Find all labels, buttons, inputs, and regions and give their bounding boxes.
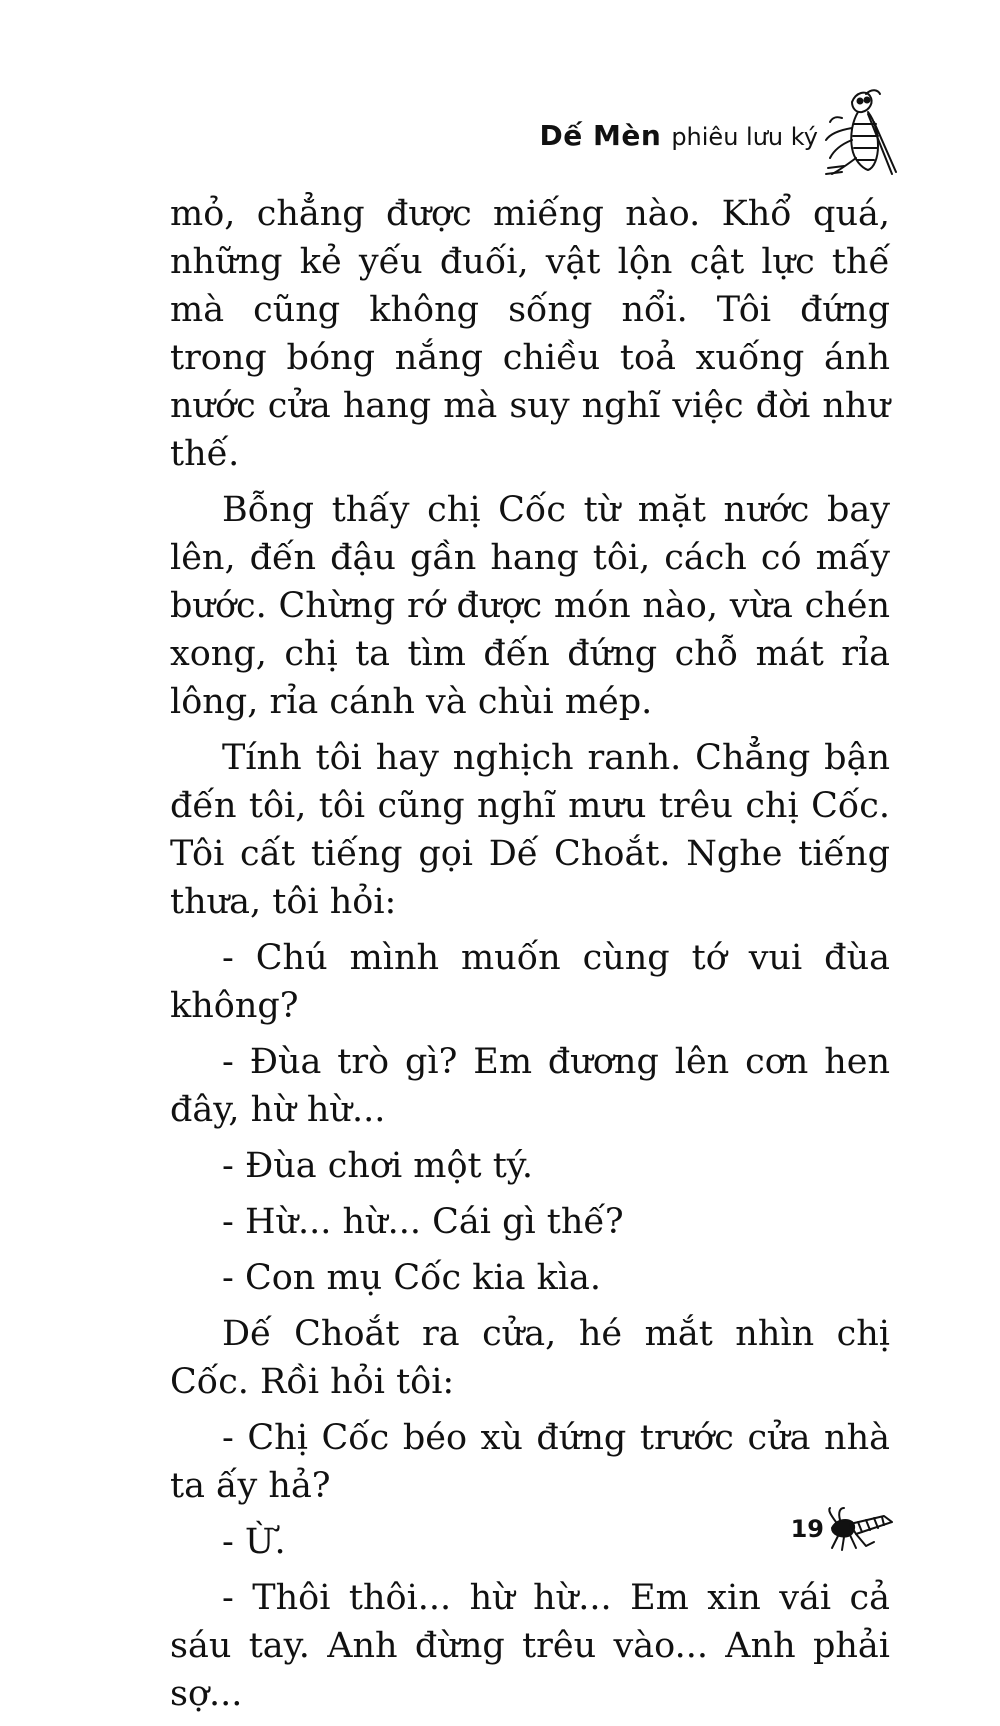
paragraph: mỏ, chẳng được miếng nào. Khổ quá, những kẻ yếu đuối, vật lộn cật lực thế mà cũng không sống nổi. Tôi đứng trong bóng nắng chiều toả xuống ánh nước cửa hang mà suy nghĩ việc đời như thế.	[170, 194, 890, 474]
cricket-icon	[826, 1506, 896, 1552]
book-title	[539, 119, 818, 152]
dialogue-line: - Hừ... hừ... Cái gì thế?	[222, 1202, 624, 1242]
paragraph: Dế Choắt ra cửa, hé mắt nhìn chị Cốc. Rồi hỏi tôi:	[170, 1314, 890, 1402]
dialogue-line: - Ừ.	[222, 1522, 286, 1562]
paragraph: Tính tôi hay nghịch ranh. Chẳng bận đến tôi, tôi cũng nghĩ mưu trêu chị Cốc. Tôi cất tiếng gọi Dế Choắt. Nghe tiếng thưa, tôi hỏi:	[170, 738, 890, 922]
page-footer	[791, 1506, 896, 1552]
book-title-bold: Dế Mèn	[539, 119, 662, 152]
dialogue-line: - Con mụ Cốc kia kìa.	[222, 1258, 602, 1298]
dialogue-line: - Chú mình muốn cùng tớ vui đùa không?	[170, 938, 890, 1026]
dialogue-line: - Đùa chơi một tý.	[222, 1146, 534, 1186]
page-body	[170, 190, 890, 1726]
cricket-icon	[822, 88, 900, 178]
dialogue-line: - Chị Cốc béo xù đứng trước cửa nhà ta ấy hả?	[170, 1418, 890, 1506]
running-header	[540, 88, 900, 178]
page-number: 19	[790, 1515, 824, 1543]
book-title-light: phiêu lưu ký	[671, 123, 818, 151]
paragraph: Bỗng thấy chị Cốc từ mặt nước bay lên, đến đậu gần hang tôi, cách có mấy bước. Chừng rớ được món nào, vừa chén xong, chị ta tìm đến đứng chỗ mát rỉa lông, rỉa cánh và chùi mép.	[170, 490, 890, 722]
dialogue-line: - Thôi thôi... hừ hừ... Em xin vái cả sáu tay. Anh đừng trêu vào... Anh phải sợ...	[170, 1578, 890, 1714]
dialogue-line: - Đùa trò gì? Em đương lên cơn hen đây, hừ hừ...	[170, 1042, 890, 1130]
